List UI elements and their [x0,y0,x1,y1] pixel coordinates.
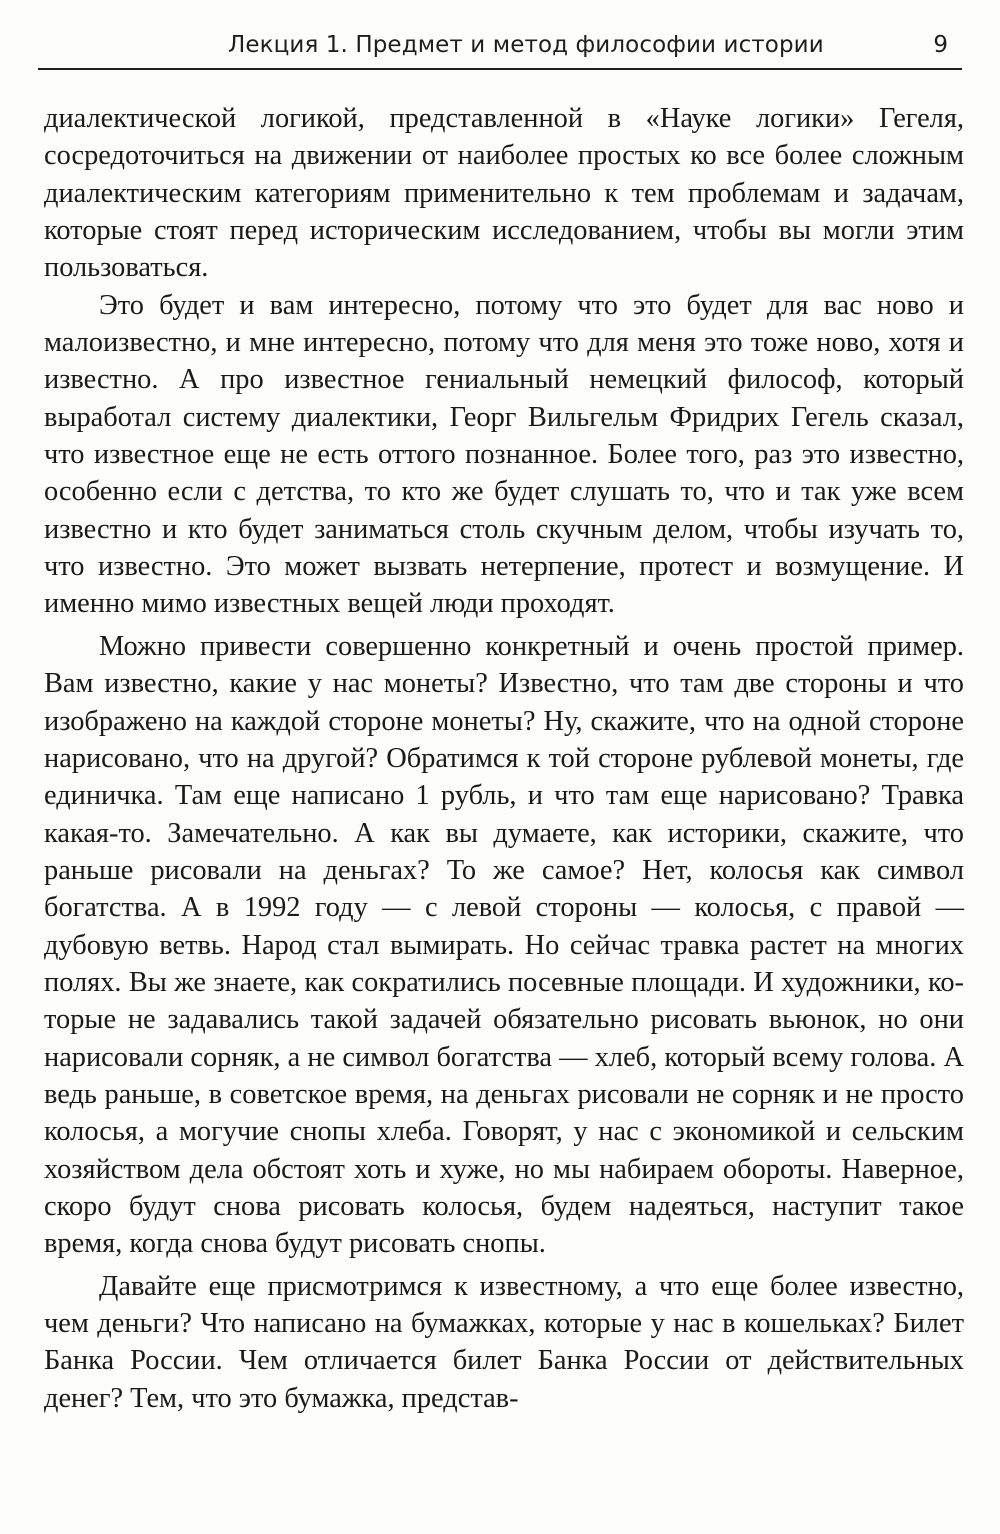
page-number: 9 [933,32,948,58]
body-text [44,100,964,1417]
paragraph: Это будет и вам интересно, потому что это будет для вас ново и малоизвестно, и мне интересно, потому что для меня это тоже ново, хотя и известно. А про известное гениальный немецкий философ, который выработал систему диалектики, Георг Вильгельм Фридрих Гегель сказал, что известное еще не есть оттого познанное. Более того, раз это известно, особенно если с детства, то кто же будет слушать то, что и так уже всем известно и кто будет заниматься столь скучным делом, чтобы изучать то, что известно. Это может вызвать нетерпение, протест и возмущение. И именно мимо известных вещей люди проходят. [44,289,964,620]
paragraph-continued: диалектической логикой, представленной в «Науке логики» Гегеля, сосредоточиться на движении от наиболее простых ко все более сложным диалектическим категориям применительно к тем проблемам и задачам, которые стоят перед историческим исследованием, чтобы вы могли этим пользоваться. [44,103,964,284]
running-header [38,28,962,70]
paragraph: Давайте еще присмотримся к известному, а что еще более известно, чем деньги? Что написано на бумажках, которые у нас в кошельках? Билет Банка России. Чем отличается билет Банка России от действительных денег? Тем, что это бумажка, представ- [44,1270,964,1414]
paragraph: Можно привести совершенно конкретный и очень простой пример. Вам известно, какие у нас монеты? Известно, что там две стороны и что изображено на каждой стороне монеты? Ну, скажите, что на одной стороне нарисовано, что на другой? Обратимся к той стороне рублевой монеты, где единичка. Там еще написано 1 рубль, и что там еще нарисовано? Травка какая-то. Замечательно. А как вы думаете, как историки, скажите, что раньше рисовали на деньгах? То же самое? Нет, колосья как символ богатства. А в 1992 году — с левой стороны — колосья, с правой — дубовую ветвь. Народ стал вымирать. Но сейчас травка растет на многих полях. Вы же знаете, как сократились посевные площади. И художники, которые не задавались такой задачей обязательно рисовать вьюнок, но они нарисовали сорняк, а не символ богатства — хлеб, который всему голова. А ведь раньше, в советское время, на деньгах рисовали не сорняк и не просто колосья, а могучие снопы хлеба. Говорят, у нас с экономикой и сельским хозяйством дела обстоят хоть и хуже, но мы набираем обороты. Наверное, скоро будут снова рисовать колосья, будем надеяться, наступит такое время, когда снова будут рисовать снопы. [44,630,964,1260]
running-title: Лекция 1. Предмет и метод философии истории [228,32,824,58]
